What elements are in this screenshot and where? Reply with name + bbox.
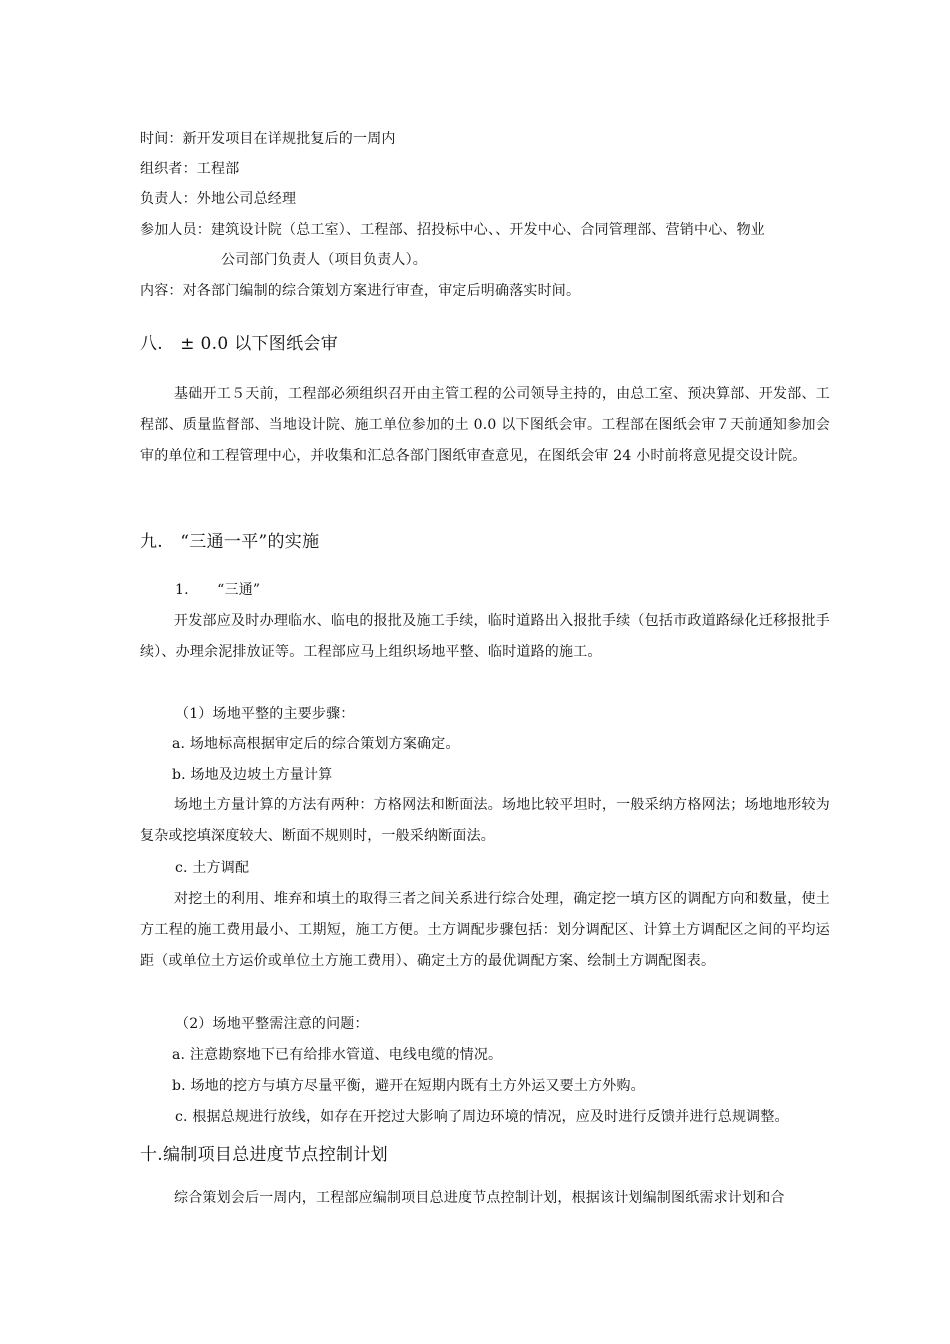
note-a: a. 注意勘察地下已有给排水管道、电线电缆的情况。 [172,1047,503,1063]
section9-sub1-title: 1. “三通” [175,582,261,598]
section9-heading: 九. “三通一平”的实施 [140,532,320,552]
section10-paragraph: 综合策划会后一周内，工程部应编制项目总进度节点控制计划，根据该计划编制图纸需求计划和合 [174,1190,785,1206]
step-b-paragraph: 场地土方量计算的方法有两种：方格网法和断面法。场地比较平坦时，一般采纳方格网法；场地地形较为复杂或挖填深度较大、断面不规则时，一般采纳断面法。 [140,797,830,844]
section9-sub1-paragraph: 开发部应及时办理临水、临电的报批及施工手续，临时道路出入报批手续（包括市政道路绿化迁移报批手续）、办理余泥排放证等。工程部应马上组织场地平整、临时道路的施工。 [140,613,830,660]
notes-title: （2）场地平整需注意的问题： [175,1016,369,1032]
note-c: c. 根据总规进行放线，如存在开挖过大影响了周边环境的情况，应及时进行反馈并进行总规调整。 [175,1109,789,1125]
steps-title: （1）场地平整的主要步骤： [175,706,355,722]
meeting-organizer: 组织者：工程部 [140,161,240,177]
step-b: b. 场地及边坡土方量计算 [172,767,333,783]
section10-heading: 十.编制项目总进度节点控制计划 [140,1145,388,1165]
step-a: a. 场地标高根据审定后的综合策划方案确定。 [172,736,460,752]
section8-paragraph: 基础开工５天前，工程部必须组织召开由主管工程的公司领导主持的，由总工室、预决算部、开发部、工程部、质量监督部、当地设计院、施工单位参加的土 0.0 以下图纸会审。工程部在图纸会审７天前通知参加会审的单位和工程管理中心，并收集和汇总各部门图纸审查意见，在图纸会审 24 小时前将意见提交设计院。 [140,386,830,464]
meeting-content: 内容：对各部门编制的综合策划方案进行审查，审定后明确落实时间。 [140,283,581,299]
meeting-responsible: 负责人：外地公司总经理 [140,191,297,207]
step-c: c. 土方调配 [175,860,250,876]
meeting-participants-line2: 公司部门负责人（项目负责人）。 [221,252,427,268]
section8-heading: 八. ± 0.0 以下图纸会审 [140,334,338,354]
note-b: b. 场地的挖方与填方尽量平衡，避开在短期内既有土方外运又要土方外购。 [172,1078,645,1094]
step-c-paragraph: 对挖土的利用、堆弃和填土的取得三者之间关系进行综合处理，确定挖一填方区的调配方向和数量，使土方工程的施工费用最小、工期短，施工方便。土方调配步骤包括：划分调配区、计算土方调配区之间的平均运距（或单位土方运价或单位土方施工费用）、确定土方的最优调配方案、绘制土方调配图表。 [140,891,830,969]
meeting-participants-line1: 参加人员：建筑设计院（总工室）、工程部、招投标中心、、开发中心、合同管理部、营销中心、物业 [140,222,765,238]
meeting-time: 时间：新开发项目在详规批复后的一周内 [140,131,396,147]
